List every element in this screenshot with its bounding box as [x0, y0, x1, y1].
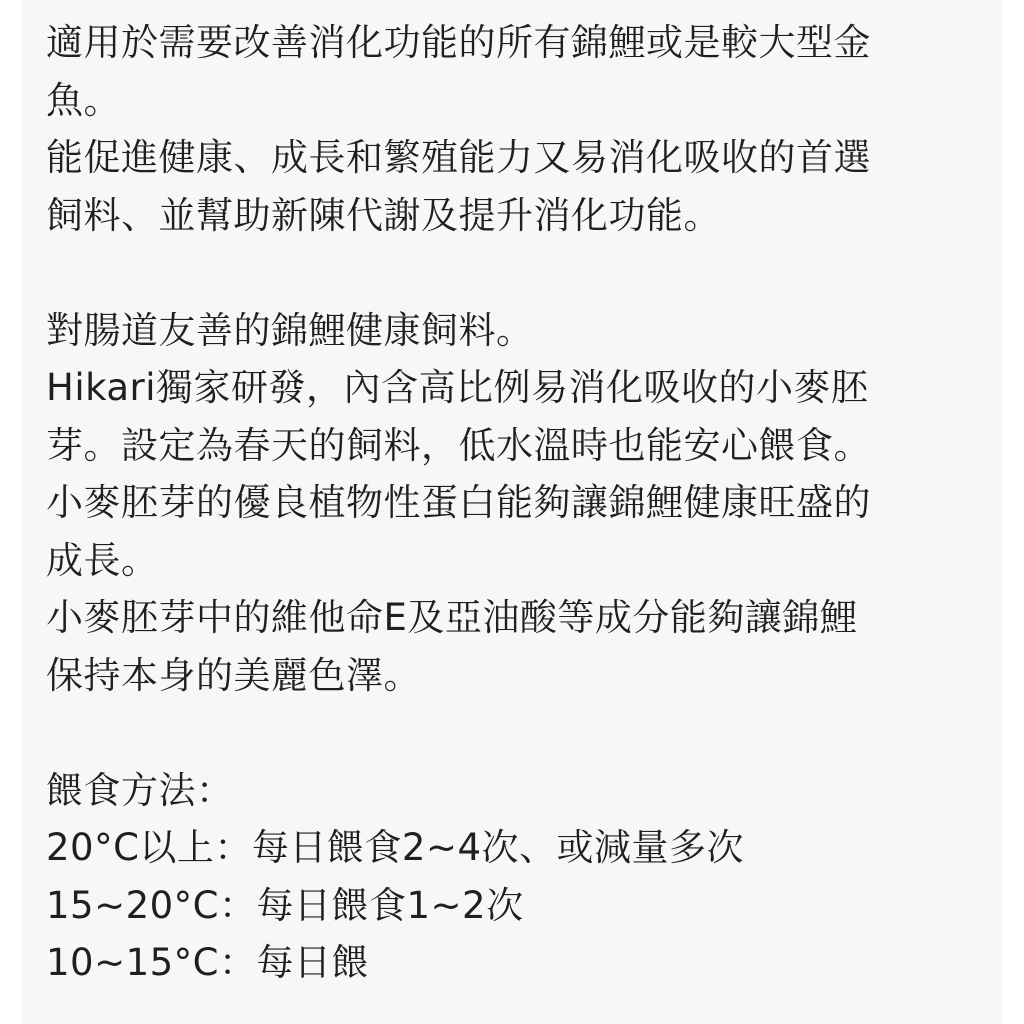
- text-line: 小麥胚芽的優良植物性蛋白能夠讓錦鯉健康旺盛的: [46, 481, 871, 524]
- text-line: 芽。設定為春天的飼料，低水溫時也能安心餵食。: [46, 423, 871, 467]
- intro-paragraph: [46, 14, 996, 244]
- feeding-line: 20°C以上：每日餵食2~4次、或減量多次: [46, 826, 744, 869]
- feeding-line: 10~15°C：每日餵: [46, 941, 369, 984]
- paragraph-spacer: [46, 704, 996, 762]
- text-line: 對腸道友善的錦鯉健康飼料。: [46, 308, 534, 352]
- text-line: 飼料、並幫助新陳代謝及提升消化功能。: [46, 193, 721, 237]
- text-line: Hikari獨家研發，內含高比例易消化吸收的小麥胚: [46, 366, 869, 409]
- text-line: 能促進健康、成長和繁殖能力又易消化吸收的首選: [46, 136, 871, 179]
- product-description: [46, 14, 996, 992]
- text-line: 成長。: [46, 538, 159, 582]
- text-line: 魚。: [46, 78, 121, 122]
- feeding-line: 15~20°C：每日餵食1~2次: [46, 883, 524, 927]
- feeding-instructions: [46, 762, 996, 992]
- paragraph-spacer: [46, 244, 996, 302]
- feeding-heading: 餵食方法：: [46, 768, 234, 812]
- text-line: 小麥胚芽中的維他命E及亞油酸等成分能夠讓錦鯉: [46, 596, 858, 639]
- text-line: 保持本身的美麗色澤。: [46, 653, 421, 697]
- features-paragraph: [46, 302, 996, 705]
- text-line: 適用於需要改善消化功能的所有錦鯉或是較大型金: [46, 21, 871, 64]
